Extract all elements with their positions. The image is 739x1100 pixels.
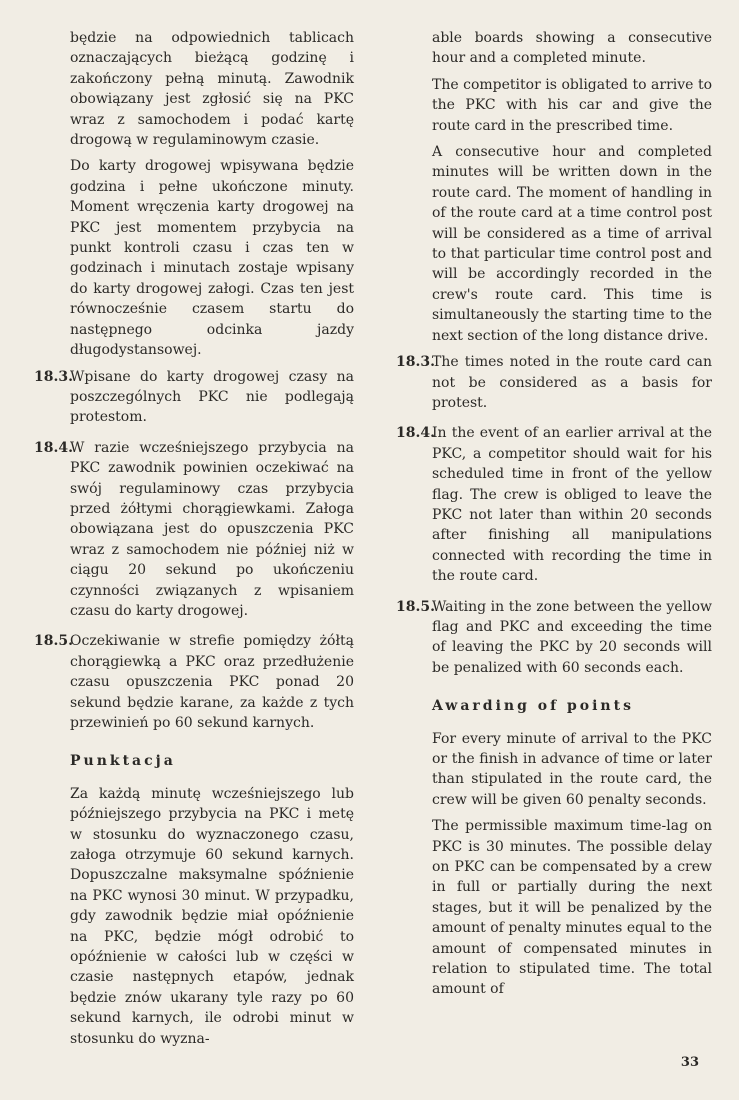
english-intro <box>396 28 712 346</box>
polish-column <box>34 28 354 1055</box>
section-18-3 <box>396 352 712 413</box>
section-number: 18.3. <box>34 368 73 385</box>
section-text: W razie wcześniejszego przybycia na PKC zawodnik powinien oczekiwać na swój regulaminowy czas przybycia przed żółtymi chorągiewkami. Załoga obowiązana jest do opuszczenia PKC wraz z samochodem nie później niż w ciągu 20 sekund po ukończeniu czynności związanych z wpisaniem czasu do karty drogowej. <box>70 439 354 619</box>
section-18-5 <box>34 631 354 733</box>
section-text: Waiting in the zone between the yellow flag and PKC and exceeding the time of leaving the PKC by 20 seconds will be penalized with 60 seconds each. <box>432 598 712 676</box>
section-heading: Punktacja <box>70 753 176 770</box>
page-number: 33 <box>680 1055 699 1070</box>
section-number: 18.5. <box>396 598 435 615</box>
paragraph: Za każdą minutę wcześniejszego lub późniejszego przybycia na PKC i metę w stosunku do wyznaczonego czasu, załoga otrzymuje 60 sekund karnych. Dopuszczalne maksymalne spóźnienie na PKC wynosi 30 minut. W przypadku, gdy zawodnik będzie miał opóźnienie na PKC, będzie mógł odrobić to opóźnienie w całości lub w części w czasie następnych etapów, jednak będzie znów ukarany tyle razy po 60 sekund karnych, ile odrobi minut w stosunku do wyzna- <box>70 785 354 1047</box>
paragraph: The permissible maximum time-lag on PKC is 30 minutes. The possible delay on PKC can be compensated by a crew in full or partially during the next stages, but it will be penalized by the amount of penalty minutes equal to the amount of compensated minutes in relation to stipulated time. The total amount of <box>432 818 712 998</box>
section-text: The times noted in the route card can not be considered as a basis for protest. <box>432 354 712 411</box>
section-text: Oczekiwanie w strefie pomiędzy żółtą chorągiewką a PKC oraz przedłużenie czasu opuszczenia PKC ponad 20 sekund będzie karane, za każde z tych przewinień po 60 sekund karnych. <box>70 633 354 731</box>
section-18-4 <box>396 423 712 586</box>
section-text: In the event of an earlier arrival at the PKC, a competitor should wait for his scheduled time in front of the yellow flag. The crew is obliged to leave the PKC not later than within 20 seconds after finishing all manipulations connected with recording the time in the route card. <box>432 425 712 585</box>
section-18-3 <box>34 367 354 428</box>
paragraph: able boards showing a consecutive hour and a completed minute. <box>432 30 712 67</box>
polish-intro <box>34 28 354 361</box>
section-heading: Awarding of points <box>432 698 634 715</box>
english-column <box>396 28 712 1006</box>
paragraph: The competitor is obligated to arrive to the PKC with his car and give the route card in the prescribed time. <box>432 76 712 134</box>
paragraph: Do karty drogowej wpisywana będzie godzina i pełne ukończone minuty. Moment wręczenia karty drogowej na PKC jest momentem przybycia na punkt kontroli czasu i czas ten w godzinach i minutach zostaje wpisany do karty drogowej załogi. Czas ten jest równocześnie czasem startu do następnego odcinka jazdy długodystansowej. <box>70 158 354 359</box>
paragraph: For every minute of arrival to the PKC or the finish in advance of time or later than stipulated in the route card, the crew will be given 60 penalty seconds. <box>432 730 712 808</box>
section-number: 18.4. <box>396 425 435 442</box>
section-number: 18.3. <box>396 354 435 371</box>
section-number: 18.4. <box>34 439 73 456</box>
section-18-4 <box>34 438 354 622</box>
paragraph: będzie na odpowiednich tablicach oznaczających bieżącą godzinę i zakończony pełną minutą. Zawodnik obowiązany jest zgłosić się na PKC wraz z samochodem i podać kartę drogową w regulaminowym czasie. <box>70 30 354 149</box>
polish-closing <box>34 784 354 1049</box>
section-text: Wpisane do karty drogowej czasy na poszczególnych PKC nie podlegają protestom. <box>70 368 354 426</box>
paragraph: A consecutive hour and completed minutes will be written down in the route card. The moment of handling in of the route card at a time control post will be considered as a time of arrival to that particular time control post and will be accordingly recorded in the crew's route card. This time is simultaneously the starting time to the next section of the long distance drive. <box>432 144 712 344</box>
english-closing <box>396 729 712 1000</box>
section-18-5 <box>396 597 712 679</box>
section-number: 18.5. <box>34 633 73 650</box>
